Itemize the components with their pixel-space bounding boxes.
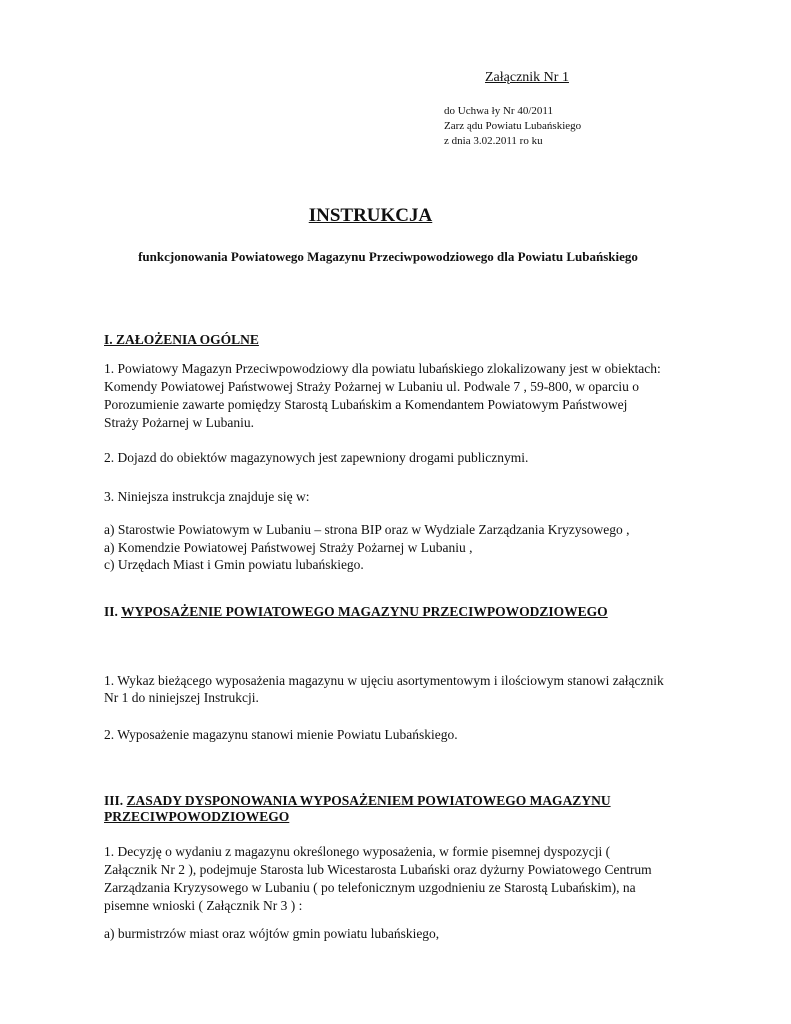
- section-1-paragraph-1-line: 1. Powiatowy Magazyn Przeciwpowodziowy dla powiatu lubańskiego zlokalizowany jest w obiektach:: [104, 361, 661, 376]
- location-list-item: a) Komendzie Powiatowej Państwowej Straży Pożarnej w Lubaniu ,: [104, 540, 473, 555]
- section-1-paragraph-3: 3. Niniejsza instrukcja znajduje się w:: [104, 489, 310, 504]
- section-2-title: WYPOSAŻENIE POWIATOWEGO MAGAZYNU PRZECIWPOWODZIOWEGO: [121, 604, 608, 619]
- section-2-paragraph-2: 2. Wyposażenie magazynu stanowi mienie Powiatu Lubańskiego.: [104, 727, 458, 742]
- section-1-paragraph-1-line: Porozumienie zawarte pomiędzy Starostą Lubańskim a Komendantem Powiatowym Państwowej: [104, 397, 628, 412]
- section-2-number: II.: [104, 604, 122, 619]
- section-3-heading: [104, 792, 611, 809]
- location-list-item: c) Urzędach Miast i Gmin powiatu lubańskiego.: [104, 557, 364, 572]
- section-2-paragraph-1-line: Nr 1 do niniejszej Instrukcji.: [104, 690, 259, 705]
- attachment-date-line: z dnia 3.02.2011 ro ku: [444, 135, 543, 147]
- section-3-heading-continued: [104, 808, 289, 825]
- document-title: INSTRUKCJA: [308, 205, 433, 226]
- section-2-paragraph-1-line: 1. Wykaz bieżącego wyposażenia magazynu w ujęciu asortymentowym i ilościowym stanowi załącznik: [104, 673, 664, 688]
- document-subtitle: funkcjonowania Powiatowego Magazynu Przeciwpowodziowego dla Powiatu Lubańskiego: [138, 249, 638, 264]
- section-3-paragraph-1-line: Załącznik Nr 2 ), podejmuje Starosta lub Wicestarosta Lubański oraz dyżurny Powiatowego Centrum: [104, 862, 652, 877]
- attachment-resolution-line: do Uchwa ły Nr 40/2011: [444, 105, 553, 117]
- location-list-item: a) Starostwie Powiatowym w Lubaniu – strona BIP oraz w Wydziale Zarządzania Kryzysowego ,: [104, 522, 630, 537]
- section-3-number: III.: [104, 793, 127, 808]
- attachment-title: Załącznik Nr 1: [485, 70, 569, 85]
- section-3-title-continued: PRZECIWPOWODZIOWEGO: [104, 809, 290, 824]
- section-3-paragraph-2: a) burmistrzów miast oraz wójtów gmin powiatu lubańskiego,: [104, 926, 440, 941]
- section-3-title: ZASADY DYSPONOWANIA WYPOSAŻENIEM POWIATOWEGO MAGAZYNU: [126, 793, 611, 808]
- section-2-heading: [104, 603, 608, 620]
- section-1-paragraph-1-line: Komendy Powiatowej Państwowej Straży Pożarnej w Lubaniu ul. Podwale 7 , 59-800, w oparciu o: [104, 379, 640, 394]
- section-3-paragraph-1-line: 1. Decyzję o wydaniu z magazynu określonego wyposażenia, w formie pisemnej dyspozycji (: [104, 844, 611, 859]
- attachment-board-line: Zarz ądu Powiatu Lubańskiego: [444, 120, 582, 132]
- section-1-heading: I. ZAŁOŻENIA OGÓLNE: [104, 332, 259, 347]
- section-3-paragraph-1-line: Zarządzania Kryzysowego w Lubaniu ( po telefonicznym uzgodnieniu ze Starostą Lubańskim), na: [104, 880, 636, 895]
- section-1-paragraph-1-line: Straży Pożarnej w Lubaniu.: [104, 415, 254, 430]
- section-1-paragraph-2: 2. Dojazd do obiektów magazynowych jest zapewniony drogami publicznymi.: [104, 450, 529, 465]
- section-3-paragraph-1-line: pisemne wnioski ( Załącznik Nr 3 ) :: [104, 898, 303, 913]
